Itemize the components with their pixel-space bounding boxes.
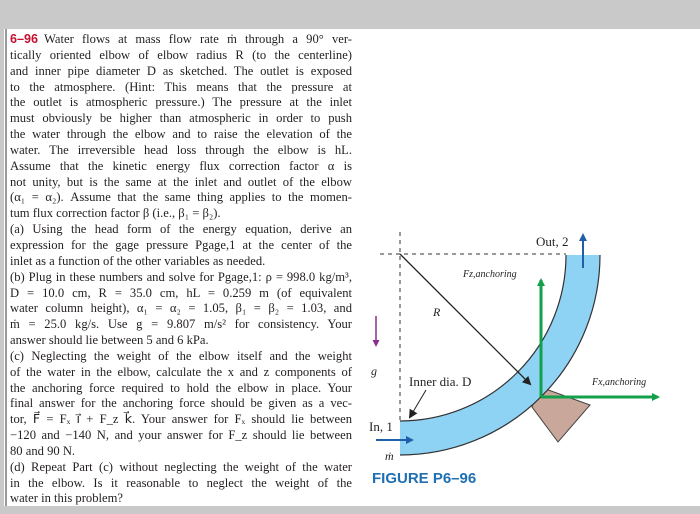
part-c-line: final answer for the anchoring force should be given as a vec- — [10, 396, 352, 411]
radius-label: R — [433, 305, 441, 319]
part-a-line: inlet as a function of the other variables as needed. — [10, 253, 266, 268]
part-c-line: (c) Neglecting the weight of the elbow itself and the weight — [10, 348, 352, 363]
problem-line: to the atmosphere. (Hint: This means that the pressure at — [10, 79, 352, 94]
problem-line: tum flux correction factor β (i.e., β₁ = β₂). — [10, 206, 221, 221]
part-c-line: of the water in the elbow, calculate the x and z components of — [10, 364, 352, 379]
problem-line: 6–96 Water flows at mass flow rate ṁ through a 90° ver- — [10, 32, 352, 46]
problem-line: the water through the elbow and to raise the elevation of the — [10, 127, 352, 142]
problem-line: the outlet is atmospheric pressure.) The pressure at the inlet — [10, 95, 352, 110]
part-b-line: ṁ = 25.0 kg/s. Use g = 9.807 m/s² for consistency. Your — [10, 317, 352, 332]
part-b-line: D = 10.0 cm, R = 35.0 cm, hL = 0.259 m (of equivalent — [10, 285, 352, 300]
part-c-line: the anchoring force required to hold the elbow in place. Your — [10, 380, 352, 395]
part-d-line: water in this problem? — [10, 491, 123, 506]
part-b-line: (b) Plug in these numbers and solve for Pgage,1: ρ = 998.0 kg/m³, — [10, 269, 352, 284]
inner-dia-label: Inner dia. D — [409, 374, 472, 389]
problem-number: 6–96 — [10, 32, 39, 46]
problem-line: and inner pipe diameter D as sketched. The outlet is exposed — [10, 63, 352, 78]
problem-line: tically oriented elbow of elbow radius R (to the centerline) — [10, 47, 352, 62]
part-c-line: tor, F⃗ = Fₓ i⃗ + F_z k⃗. Your answer for Fₓ should lie between — [10, 412, 352, 427]
part-a-line: (a) Using the head form of the energy equation, derive an — [10, 222, 352, 237]
problem-line: Assume that the kinetic energy flux correction factor α is — [10, 158, 352, 173]
part-b-line: water column height), α₁ = α₂ = 1.05, β₁ = β₂ = 1.03, and — [10, 301, 352, 316]
part-a-line: expression for the gage pressure Pgage,1 at the center of the — [10, 237, 352, 252]
problem-line: must obviously be higher than atmospheric in order to push — [10, 111, 352, 126]
mass-flow-label: ṁ — [385, 449, 394, 463]
part-d-line: (d) Repeat Part (c) without neglecting the weight of the water — [10, 459, 352, 474]
part-c-line: 80 and 90 N. — [10, 443, 76, 458]
problem-line: not unity, but is the same at the inlet and outlet of the elbow — [10, 174, 352, 189]
figure-caption: FIGURE P6–96 — [372, 470, 477, 487]
inner-dia-leader — [410, 390, 426, 417]
inlet-label: In, 1 — [369, 419, 393, 434]
part-d-line: in the elbow. Is it reasonable to neglect the weight of the — [10, 475, 352, 490]
problem-line: (α₁ = α₂). Assume that the same thing applies to the momen- — [10, 190, 352, 205]
fz-label: Fz,anchoring — [463, 269, 517, 280]
outlet-label: Out, 2 — [536, 234, 569, 249]
fx-label: Fx,anchoring — [592, 377, 647, 388]
part-c-line: −120 and −140 N, and your answer for F_z should lie between — [10, 428, 352, 443]
problem-line: water. The irreversible head loss through the elbow is hL. — [10, 142, 352, 157]
part-b-line: answer should lie between 5 and 6 kPa. — [10, 333, 209, 348]
gravity-label: g⃗ — [371, 364, 387, 378]
